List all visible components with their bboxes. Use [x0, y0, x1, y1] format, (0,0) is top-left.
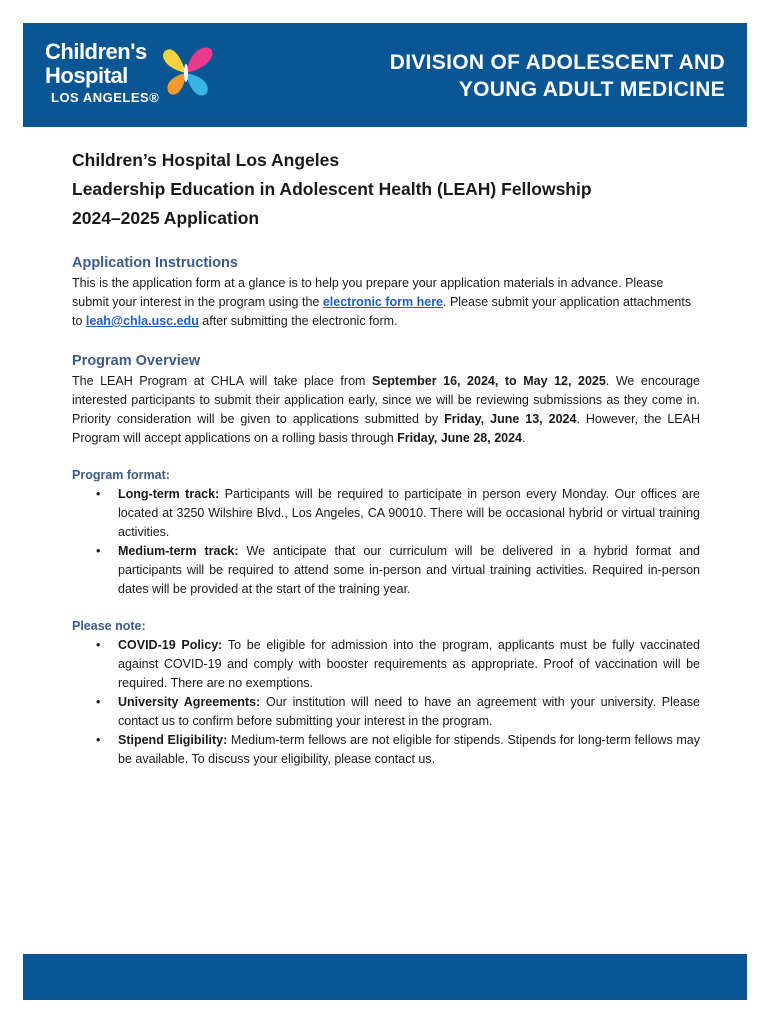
list-item: [96, 693, 700, 731]
division-title-line2: YOUNG ADULT MEDICINE: [458, 78, 725, 101]
overview-text-2: . We encourage interested participants to submit their application early, since we will be reviewing submissions as they come in. Priority consideration will be given to applications submitted by: [72, 374, 700, 426]
chla-logo: [45, 35, 245, 117]
instructions-text-2: . Please submit your application attachments to: [72, 295, 692, 328]
note-item-label: University Agreements:: [118, 695, 261, 709]
format-heading: Program format:: [72, 468, 170, 482]
list-item: [96, 485, 700, 542]
overview-heading: Program Overview: [72, 353, 201, 369]
list-item: [96, 731, 700, 769]
notes-list: [72, 636, 700, 769]
overview-text-3: . However, the LEAH Program will accept applications on a rolling basis through: [72, 412, 701, 445]
logo-text-hospital: Hospital: [45, 63, 128, 88]
division-title-line1: DIVISION OF ADOLESCENT AND: [389, 51, 725, 74]
note-item-label: Stipend Eligibility:: [118, 733, 228, 747]
logo-text-childrens: Children's: [45, 39, 147, 64]
butterfly-icon: [153, 39, 219, 105]
note-item-text: Our institution will need to have an agreement with your university. Please contact us to confirm before submitting your interest in the program.: [118, 695, 700, 728]
overview-text-4: .: [522, 431, 526, 445]
header-banner: [23, 23, 747, 127]
instructions-text-3: after submitting the electronic form.: [198, 314, 398, 328]
bullet-icon: •: [96, 733, 101, 747]
format-item-text: Participants will be required to participate in person every Monday. Our offices are located at 3250 Wilshire Blvd., Los Angeles, CA 90010. There will be occasional hybrid or virtual training activities.: [118, 487, 700, 539]
format-item-label: Long-term track:: [118, 487, 220, 501]
final-deadline: Friday, June 28, 2024: [397, 431, 523, 445]
bullet-icon: •: [96, 487, 101, 501]
note-item-label: COVID-19 Policy:: [118, 638, 223, 652]
instructions-text-1: This is the application form at a glance is to help you prepare your application materials in advance. Please submit your interest in the program using the: [72, 276, 664, 309]
title-line-2: Leadership Education in Adolescent Health (LEAH) Fellowship: [72, 179, 592, 199]
overview-text-1: The LEAH Program at CHLA will take place from: [72, 374, 372, 388]
instructions-heading: Application Instructions: [72, 255, 238, 271]
logo-text-los-angeles: LOS ANGELES®: [51, 90, 160, 105]
page-title: [72, 146, 700, 233]
priority-deadline: Friday, June 13, 2024: [444, 412, 577, 426]
notes-heading: Please note:: [72, 619, 146, 633]
division-title: [390, 49, 725, 103]
bullet-icon: •: [96, 695, 101, 709]
overview-paragraph: [72, 372, 700, 448]
overview-dates: September 16, 2024, to May 12, 2025: [371, 374, 606, 388]
bullet-icon: •: [96, 638, 101, 652]
list-item: [96, 636, 700, 693]
list-item: [96, 542, 700, 599]
note-item-text: To be eligible for admission into the program, applicants must be fully vaccinated against COVID-19 and comply with booster requirements as appropriate. Proof of vaccination will be required. There are no exemptions.: [118, 638, 700, 690]
note-item-text: Medium-term fellows are not eligible for stipends. Stipends for long-term fellows may be available. To discuss your eligibility, please contact us.: [118, 733, 700, 766]
title-line-1: Children’s Hospital Los Angeles: [72, 150, 340, 170]
electronic-form-link[interactable]: electronic form here: [322, 295, 444, 309]
format-item-label: Medium-term track:: [118, 544, 239, 558]
email-link[interactable]: leah@chla.usc.edu: [85, 314, 199, 328]
instructions-paragraph: [72, 274, 700, 331]
document-body: [72, 146, 700, 769]
title-line-3: 2024–2025 Application: [72, 208, 260, 228]
footer-banner: [23, 954, 747, 1000]
format-item-text: We anticipate that our curriculum will be delivered in a hybrid format and participants will be required to attend some in-person and virtual training activities. Required in-person dates will be provided at the start of the training year.: [118, 544, 700, 596]
format-list: [72, 485, 700, 599]
bullet-icon: •: [96, 544, 101, 558]
